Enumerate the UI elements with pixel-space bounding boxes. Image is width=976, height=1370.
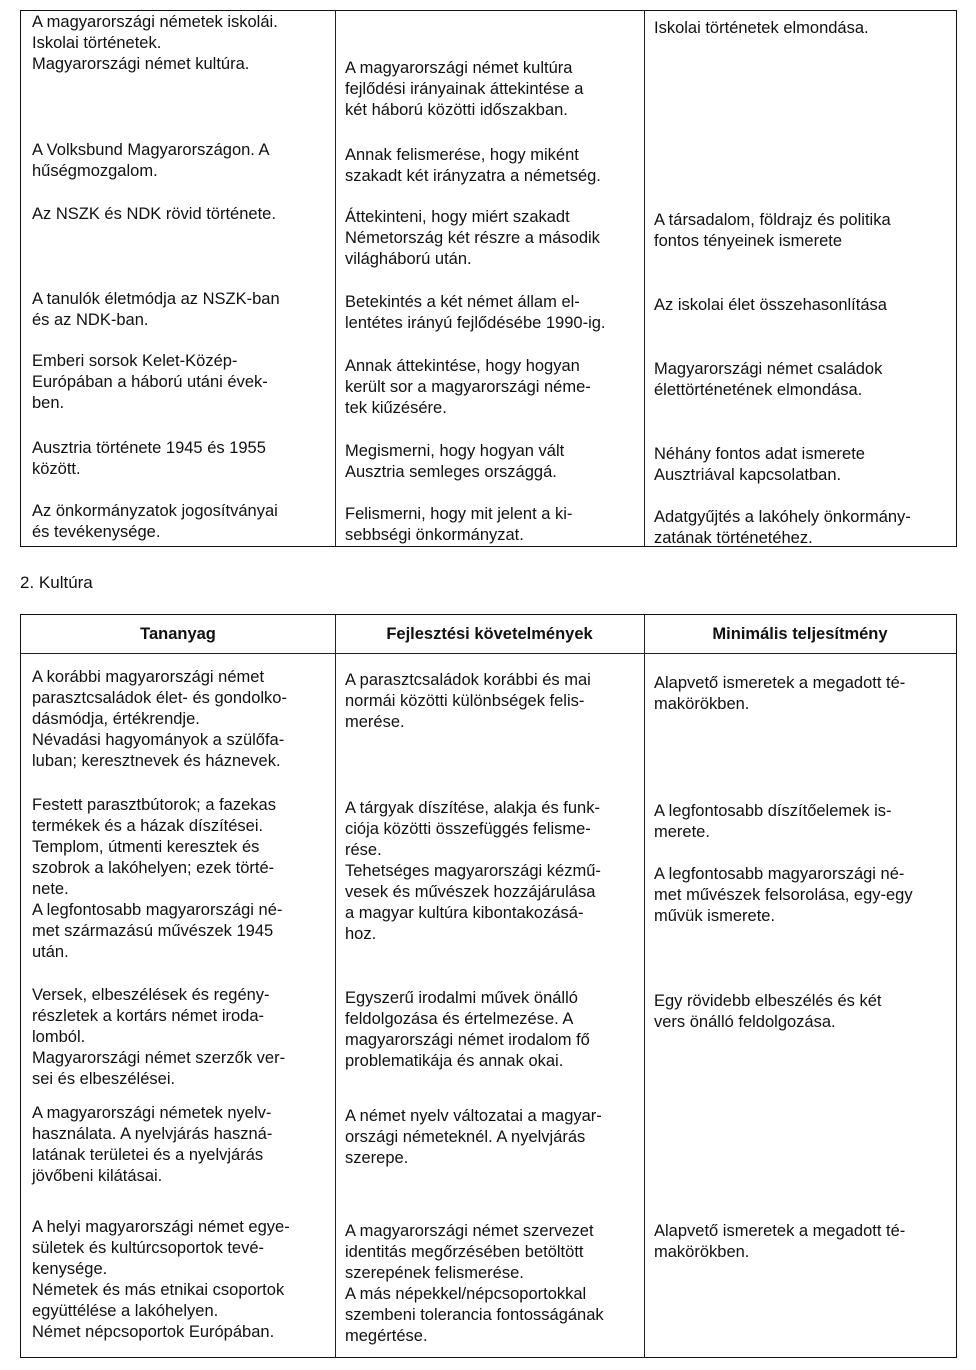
column-header-fejlesztesi: Fejlesztési követelmények bbox=[386, 625, 593, 643]
table-cell: A helyi magyarországi német egye- sületek és kultúrcsoportok tevé- kenysége. Németek és más etnikai csoportok együttélése a lakóhelyen. Német népcsoportok Európában. bbox=[32, 1218, 290, 1341]
table-cell: Iskolai történetek elmondása. bbox=[654, 19, 869, 37]
table-cell: Az NSZK és NDK rövid története. bbox=[32, 205, 276, 223]
column-header-tananyag: Tananyag bbox=[140, 625, 216, 643]
table-cell: Megismerni, hogy hogyan vált Ausztria semleges országgá. bbox=[345, 442, 565, 481]
section-title: 2. Kultúra bbox=[20, 573, 93, 592]
table-cell: Az iskolai élet összehasonlítása bbox=[654, 296, 887, 314]
table-cell: Néhány fontos adat ismerete Ausztriával kapcsolatban. bbox=[654, 445, 865, 484]
table-cell: A magyarországi németek iskolái. Iskolai történetek. Magyarországi német kultúra. bbox=[32, 13, 278, 73]
table-cell: Az önkormányzatok jogosítványai és tevékenysége. bbox=[32, 502, 278, 541]
table-cell: A magyarországi német szervezet identitás megőrzésében betöltött szerepének felismerése. A más népekkel/népcsoportokkal szembeni tolerancia fontosságának megértése. bbox=[345, 1222, 604, 1345]
table-cell: Annak áttekintése, hogy hogyan került sor a magyarországi néme- tek kiűzésére. bbox=[345, 357, 591, 417]
column-divider bbox=[644, 11, 645, 546]
table-cell: Emberi sorsok Kelet-Közép- Európában a háború utáni évek- ben. bbox=[32, 352, 268, 412]
table-cell: Áttekinteni, hogy miért szakadt Németország két részre a második világháború után. bbox=[345, 208, 600, 268]
table-cell: Versek, elbeszélések és regény- részletek a kortárs német iroda- lomból. Magyarországi német szerzők ver- sei és elbeszélései. bbox=[32, 986, 286, 1088]
table-cell: A magyarországi németek nyelv- használata. A nyelvjárás haszná- latának területei és a nyelvjárás jövőbeni kilátásai. bbox=[32, 1104, 273, 1185]
table-cell: A német nyelv változatai a magyar- országi németeknél. A nyelvjárás szerepe. bbox=[345, 1107, 602, 1167]
table-cell: A legfontosabb díszítőelemek is- merete. A legfontosabb magyarországi né- met művészek felsorolása, egy-egy művük ismerete. bbox=[654, 802, 913, 925]
culture-table bbox=[20, 614, 957, 1358]
table-cell: Annak felismerése, hogy miként szakadt két irányzatra a németség. bbox=[345, 146, 601, 185]
table-cell: A társadalom, földrajz és politika fontos tényeinek ismerete bbox=[654, 211, 891, 250]
table-cell: Festett parasztbútorok; a fazekas termékek és a házak díszítései. Templom, útmenti keresztek és szobrok a lakóhelyen; ezek törté- nete. A legfontosabb magyarországi né- met származású művészek 1945 után. bbox=[32, 796, 283, 961]
table-cell: A Volksbund Magyarországon. A hűségmozgalom. bbox=[32, 141, 270, 180]
table-cell: Alapvető ismeretek a megadott té- makörökben. bbox=[654, 674, 906, 713]
table-cell: A tanulók életmódja az NSZK-ban és az NDK-ban. bbox=[32, 290, 280, 329]
table-cell: Felismerni, hogy mit jelent a ki- sebbségi önkormányzat. bbox=[345, 505, 573, 544]
column-divider bbox=[644, 615, 645, 1357]
column-divider bbox=[335, 615, 336, 1357]
table-cell: Betekintés a két német állam el- lentétes irányú fejlődésébe 1990-ig. bbox=[345, 293, 606, 332]
column-header-minimalis: Minimális teljesítmény bbox=[712, 625, 888, 643]
table-cell: A magyarországi német kultúra fejlődési irányainak áttekintése a két háború közötti időszakban. bbox=[345, 59, 584, 119]
table-cell: Egy rövidebb elbeszélés és két vers önálló feldolgozása. bbox=[654, 992, 882, 1031]
table-cell: Egyszerű irodalmi művek önálló feldolgozása és értelmezése. A magyarországi német irodalom fő problematikája és annak okai. bbox=[345, 989, 590, 1070]
table-cell: Adatgyűjtés a lakóhely önkormány- zatának történetéhez. bbox=[654, 508, 911, 547]
column-divider bbox=[335, 11, 336, 546]
table-cell: A tárgyak díszítése, alakja és funk- ciója közötti összefüggés felisme- rése. Tehetséges magyarországi kézmű- vesek és művészek hozzájárulása a magyar kultúra kibontakozásá- hoz. bbox=[345, 799, 601, 943]
history-table bbox=[20, 10, 957, 547]
table-cell: Alapvető ismeretek a megadott té- makörökben. bbox=[654, 1222, 906, 1261]
table-cell: A parasztcsaládok korábbi és mai normái közötti különbségek felis- merése. bbox=[345, 671, 591, 731]
table-cell: Ausztria története 1945 és 1955 között. bbox=[32, 439, 266, 478]
table-cell: Magyarországi német családok élettörténetének elmondása. bbox=[654, 360, 883, 399]
header-divider bbox=[21, 653, 956, 654]
table-cell: A korábbi magyarországi német parasztcsaládok élet- és gondolko- dásmódja, értékrendje. Névadási hagyományok a szülőfa- luban; keresztnevek és háznevek. bbox=[32, 668, 287, 770]
